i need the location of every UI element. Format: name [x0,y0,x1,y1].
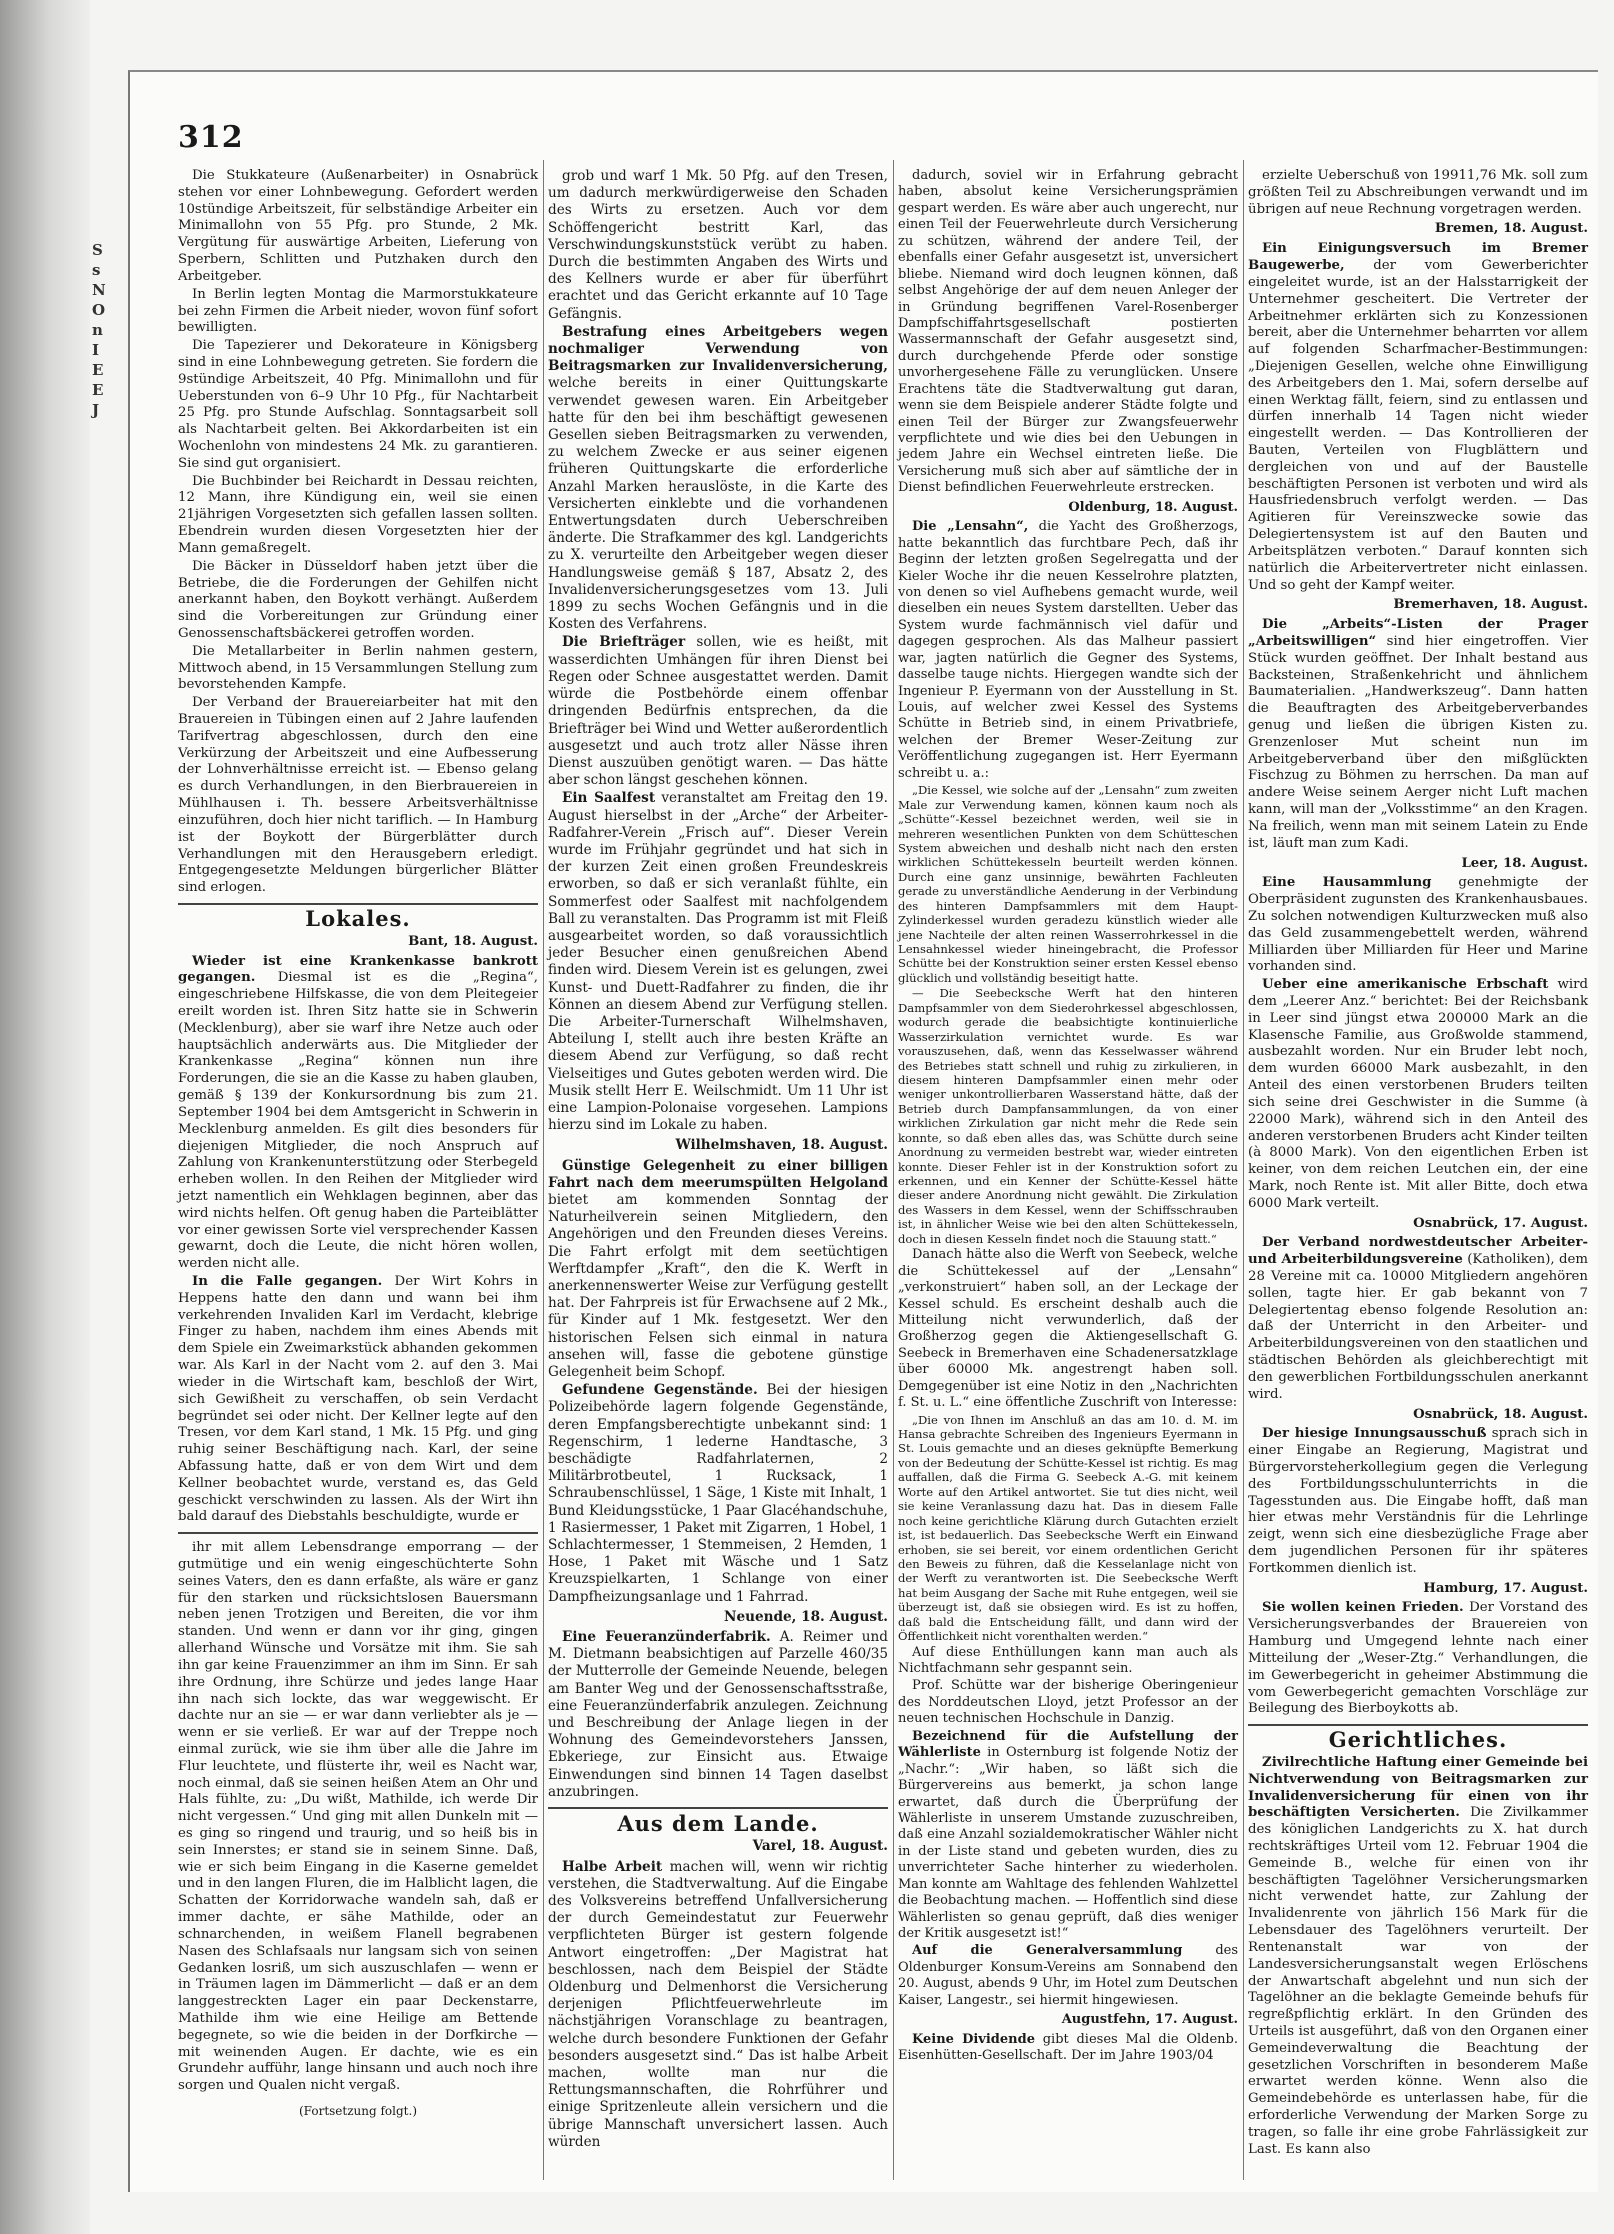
paragraph: Die Buchbinder bei Reichardt in Dessau reichten, 12 Mann, ihre Kündigung ein, weil sie einen 21jährigen Vorgesetzten sich gefallen lassen sollten. Ebendrein wurden diesen Vorgesetzten hier der Mann gemaßregelt. [178,473,538,556]
dateline: Augustfehn, 17. August. [1061,2012,1238,2028]
article-headline: Ein Saalfest [562,790,656,807]
article-text: Diesmal ist es die „Regina“, eingeschriebene Hilfskasse, die von dem Pleitegeier ereilt worden ist. Ihren Sitz hatte sie in Schwerin (Mecklenburg), aber sie warf ihre Netze auch oder hauptsächlich anderwärts aus. Die Mitglieder der Krankenkasse „Regina“ können nun ihre Forderungen, die sie an die Kasse zu haben glauben, gemäß § 139 der Konkursordnung bis zum 21. September 1904 bei dem Amtsgericht in Schwerin in Mecklenburg anmelden. Es gilt dies besonders für diejenigen Mitglieder, die noch Anspruch auf Zahlung von Krankenunterstützung oder Sterbegeld erheben wollen. In den Reihen der Mitglieder wird jetzt namentlich ein Wehklagen beginnen, aber das wird nichts helfen. Oft genug haben die Parteiblätter vor einer gewissen Sorte viel versprechender Kassen gewarnt, doch die Leute, die nicht hören wollen, werden nicht alle. [178,970,538,1272]
paragraph: Die Metallarbeiter in Berlin nahmen gestern, Mittwoch abend, in 15 Versammlungen Stellung zum bevorstehenden Kampfe. [178,643,538,693]
article-headline: Eine Feueranzünderfabrik. [562,1629,771,1646]
article-headline: Zivilrechtliche Haftung einer Gemeinde bei Nichtverwendung von Beitragsmarken zur Invalidenversicherung für einen von ihr beschäftigten Versicherten. [1248,1754,1588,1821]
margin-fragments: S s N O n I E E J [92,241,106,419]
quoted-text: „Die von Ihnen im Anschluß an das am 10. d. M. im Hansa gebrachte Schreiben des Ingenieurs Eyermann in St. Louis gemachte und an dieses geknüpfte Bemerkung von der Bedeutung der Schütte-Kessel ist richtig. Es mag auffallen, daß die Firma G. Seebeck A.-G. mit keinem Worte auf den Artikel antwortet. Sie tut dies nicht, weil sie keine Veranlassung dazu hat. Das in diesem Falle noch keine gerichtliche Klärung durch Gutachten erzielt ist, ist bedauerlich. Das Seebecksche Werft ein Einwand erhoben, sie sei bereit, vor einem ordentlichen Gericht den Beweis zu führen, daß die Kesselanlage nicht von der Werft zu verantworten ist. Die Seebecksche Werft hat beim Ausgang der Sache mit Ruhe entgegen, weil sie überzeugt ist, daß sie obsiegen wird. Es ist zu hoffen, daß bald die Entscheidung fällt, und dann wird der Öffentlichkeit nicht vorenthalten werden.“ [898,1412,1238,1644]
article-headline: Der hiesige Innungsausschuß [1262,1426,1487,1442]
book-binding-edge [0,0,90,2234]
article-text: veranstaltet am Freitag den 19. August hierselbst in der „Arche“ der Arbeiter-Radfahrer-Verein „Frisch auf“. Dieser Verein wurde im Frühjahr gegründet und hat sich in der kurzen Zeit einen großen Freundeskreis erworben, so daß er sich veranlaßt fühlte, ein Sommerfest oder Saalfest mit nachfolgendem Ball zu veranstalten. Das Programm ist mit Fleiß ausgearbeitet worden, so daß voraussichtlich jeder Besucher einen genußreichen Abend finden wird. Diesem Verein ist es gelungen, zwei Kunst- und Duett-Radfahrer zu finden, die ihr Können an diesem Abend zur Verfügung stellen. Die Arbeiter-Turnerschaft Wilhelmshaven, Abteilung I, stellt auch ihre besten Kräfte an diesem Abend zur Verfügung, so daß recht Vielseitiges und Gutes geboten werden wird. Die Musik stellt Herr E. Weilschmidt. Um 11 Uhr ist eine Lampion-Polonaise vorgesehen. Lampions hierzu sind im Lokale zu haben. [548,790,889,1134]
article-headline: Gefundene Gegenstände. [562,1382,758,1399]
article-text: erzielte Ueberschuß von 19911,76 Mk. soll zum größten Teil zu Abschreibungen verwandt und im übrigen auf neue Rechnung vorgetragen werden. [1248,168,1588,217]
article-text: wird dem „Leerer Anz.“ berichtet: Bei der Reichsbank in Leer sind jüngst etwa 200000 Mark an die Klasensche Familie, aus Großwolde stammend, ausbezahlt worden. Nur ein Bruder lebt noch, dem wurden 66000 Mark ausbezahlt, in den Anteil des einen verstorbenen Bruders teilten sich seine drei Geschwister in die Summe (à 22000 Mark), während sich in den Anteil des anderen verstorbenen Bruders acht Kinder teilten (à 8000 Mark). Von den eigentlichen Erben ist keiner, von dem reichen Leutchen ein, der eine Mark, noch Rente ist. Mit aller Bitte, doch etwa 6000 Mark verteilt. [1248,977,1588,1211]
section-heading: Gerichtliches. [1328,1727,1508,1753]
dateline: Osnabrück, 18. August. [1413,1406,1588,1422]
article-headline: Die „Lensahn“, [912,519,1029,535]
dateline: Leer, 18. August. [1461,855,1588,871]
article-text: Danach hätte also die Werft von Seebeck, welche die Schüttekessel auf der „Lensahn“ „verkonstruiert“ haben soll, an der Leckage der Kessel schuld. Es erscheint deshalb auch die Mitteilung nicht verwunderlich, daß der Großherzog gegen die Aktiengesellschaft G. Seebeck in Bremerhaven eine Schadenersatzklage über 60000 Mk. angestrengt haben soll. Demgegenüber ist eine Notiz in den „Nachrichten f. St. u. L.“ eine öffentliche Zuschrift von Interesse: [898,1247,1238,1411]
dateline: Neuende, 18. August. [724,1608,888,1625]
paragraph: In Berlin legten Montag die Marmorstukkateure bei zehn Firmen die Arbeit nieder, wovon fünf sofort bewilligten. [178,286,538,336]
article-text: der vom Gewerberichter eingeleitet wurde, ist an der Halsstarrigkeit der Unternehmer gescheitert. Die Vertreter der Arbeitnehmer erklärten sich zu Konzessionen bereit, aber die Unternehmer beharrten vor allem auf folgenden Scharfmacher-Bestimmungen: „Diejenigen Gesellen, welche ohne Einwilligung des Arbeitgebers den 1. Mai, sofern derselbe auf einen Werktag fällt, feiern, sind zu entlassen und dürfen innerhalb 14 Tagen nicht wieder eingestellt werden. — Das Kontrollieren der Bauten, Verteilen von Flugblättern und dergleichen von und auf der Baustelle beschäftigten Personen ist verboten und wird als Hausfriedensbruch verfolgt werden. — Das Agitieren für Vereinszwecke sowie das Delegiertensystem ist auf den Bauten und Arbeitsplätzen verboten.“ Darauf konnten sich natürlich die Arbeitervertreter nicht einlassen. Und so geht der Kampf weiter. [1248,258,1589,593]
article-headline: Keine Dividende [912,2031,1035,2047]
dateline: Varel, 18. August. [752,1838,888,1855]
article-text: Auf diese Enthüllungen kann man auch als Nichtfachmann sehr gespannt sein. [898,1644,1238,1676]
column-4 [1248,168,1588,2159]
article-headline: Die Briefträger [562,634,686,651]
dateline: Wilhelmshaven, 18. August. [675,1137,888,1154]
article-text: machen will, wenn wir richtig verstehen, die Stadtverwaltung. Auf die Eingabe des Volksvereins betreffend Unfallversicherung der durch Gemeindestatut zur Feuerwehr verpflichteten Bürger ist gestern folgende Antwort eingetroffen: „Der Magistrat hat beschlossen, nach dem Beispiel der Städte Oldenburg und Delmenhorst die Versicherung derjenigen Pflichtfeuerwehrleute im nächstjährigen Voranschlage zu beantragen, welche durch besondere Funktionen der Gefahr besonders ausgesetzt sind.“ Das ist halbe Arbeit machen, wollte man nur die Rettungsmannschaften, die Rohrführer und einige Spritzenleute allein versichern und die übrige Mannschaft unversichert lassen. Auch würden [548,1858,889,2150]
section-rule [548,1807,888,1809]
dateline: Hamburg, 17. August. [1423,1580,1588,1596]
page-number: 312 [178,120,244,155]
article-headline: Ein Einigungsversuch im Bremer Baugewerbe, [1248,241,1588,274]
dateline: Bant, 18. August. [408,933,538,949]
column-3 [898,168,1238,2066]
feuilleton-rule [178,1532,538,1534]
article-text: A. Reimer und M. Dietmann beabsichtigen auf Parzelle 460/35 der Mutterrolle der Gemeinde Neuende, belegen am Banter Weg und der Genossenschaftsstraße, eine Feueranzünderfabrik anzulegen. Zeichnung und Beschreibung der Anlage liegen in der Wohnung des Gemeindevorstehers Janssen, Ebkeriege, zur Einsicht aus. Etwaige Einwendungen sind binnen 14 Tagen daselbst anzubringen. [548,1629,888,1800]
dateline: Oldenburg, 18. August. [1068,499,1238,515]
article-headline: Der Verband nordwestdeutscher Arbeiter- und Arbeiterbildungsvereine [1248,1235,1588,1268]
article-text: welche bereits in einer Quittungskarte verwendet gewesen waren. Ein Arbeitgeber hatte für den bei ihm beschäftigt gewesenen Gesellen sieben Beitragsmarken zu verwenden, zu welchem Zwecke er aus seiner eigenen früheren Quittungskarte die erforderliche Anzahl Marken herauslöste, in die Karte des Versicherten einklebte und die vorhandenen Entwertungsdaten durch Ueberschreiben änderte. Die Strafkammer des kgl. Landgerichts zu X. verurteilte den Arbeitgeber wegen dieser Handlungsweise gemäß § 187, Absatz 2, des Invalidenversicherungsgesetzes vom 13. Juli 1899 zu sechs Wochen Gefängnis und in die Kosten des Verfahrens. [548,375,888,633]
article-text: Prof. Schütte war der bisherige Oberingenieur des Norddeutschen Lloyd, jetzt Professor an der neuen technischen Hochschule in Danzig. [898,1678,1238,1727]
article-headline: Die „Arbeits“-Listen der Prager „Arbeitswilligen“ [1248,617,1588,649]
article-text: Die Zivilkammer des königlichen Landgerichts zu X. hat durch rechtskräftiges Urteil vom 12. Februar 1904 die Gemeinde B., welche für einen von ihr beschäftigten Tagelöhner Versicherungsmarken nicht verwendet hatte, zur Zahlung der Invalidenrente von jährlich 156 Mark für die Lebensdauer des Tagelöhners verurteilt. Der Rentenanstalt war von der Landesversicherungsanstalt wegen Erlöschens der Anwartschaft abgelehnt und nun sich der Tagelöhner an die beklagte Gemeinde behufs für regreßpflichtig erklärt. In den Gründen des Urteils ist ausgeführt, daß von den Organen einer Gemeindeverwaltung die Beachtung der gesetzlichen Vorschriften in besonderem Maße erwartet werden könne. Wenn also die Gemeindebehörde es unterlassen habe, für die erforderliche Verwendung der Marken Sorge zu tragen, so falle ihr eine grobe Fahrlässigkeit zur Last. Es kann also [1248,1805,1589,2157]
article-text: die Yacht des Großherzogs, hatte bekanntlich das furchtbare Pech, daß ihr Beginn der letzten großen Segelregatta und der Kieler Woche ihr die neuen Kesselrohre platzten, von denen so viel Aufhebens gemacht wurde, weil dieselben ein neues System darstellten. Ueber das System wurde fachmännisch viel dafür und dagegen gesprochen. Als das Malheur passiert war, jagten natürlich die Gegner des Systems, dasselbe tauge nichts. Hiergegen wandte sich der Ingenieur P. Eyermann von der Ausstellung in St. Louis, auf welcher zwei Kessel des Systems Schütte in Betrieb sind, in einem Privatbriefe, welchen der Bremer Weser-Zeitung zur Veröffentlichung zugegangen ist. Herr Eyermann schreibt u. a.: [898,519,1238,781]
quoted-text: „Die Kessel, wie solche auf der „Lensahn“ zum zweiten Male zur Verwendung kamen, können kaum noch als „Schütte“-Kessel bezeichnet werden, weil sie in mehreren wesentlichen Punkten von dem Schütteschen System abweichen und deshalb nicht nach den ersten wirklichen Schüttekesseln beurteilt werden können. Durch eine ganz unsinnige, bewährten Fachleuten gerade zu unverständliche Aenderung in der Verbindung des hinteren Dampfsammlers mit dem Haupt-Zylinderkessel wurden geradezu künstlich wieder alle jene Nachteile der alten reinen Wasserrohrkessel in die Lensahnkessel wieder hineingebracht, die Professor Schütte bei der Konstruktion seiner ersten Kessel ebenso glücklich und vollständig beseitigt hatte. [898,783,1238,985]
section-rule [178,903,538,905]
paragraph: Die Stukkateure (Außenarbeiter) in Osnabrück stehen vor einer Lohnbewegung. Gefordert werden 10stündige Arbeitszeit, für selbständige Arbeiter ein Minimallohn von 55 Pfg. pro Stunde, 2 Mk. Vergütung für auswärtige Arbeiten, Lieferung von Sperbern, Schlitten und Putzhaken durch den Arbeitgeber. [178,168,538,284]
feuilleton-text: ihr mit allem Lebensdrange emporrang — der gutmütige und ein wenig eingeschüchterte Sohn seines Vaters, den es dann erfaßte, als wäre er ganz für den starken und rücksichtslosen Bauersmann neben jenen Trotzigen und Bereiten, die vor ihm standen. Und wenn er dann vor ihr ging, gingen allerhand Wünsche und Vorsätze mit ihm. Sie sah ihn gar keine Frauenzimmer an ihm im Sinn. Er sah ihre Ordnung, ihre Schürze und jedes lange Haar ihn nach sich lockte, das war weggewischt. Er dachte nur an sie — er war dann verliebter als je — wenn er sie verließ. Er war auf der Treppe noch einmal zurück, wie sie ihm über alle die Jahre im Flur leuchtete, und flüsterte ihr, weil es Nacht war, noch einmal, daß sie seinen heißen Atem an Ohr und Hals fühlte, zu: „Du wißt, Mathilde, ich werde Dir nicht vergessen.“ Und ging mit allen Dunkeln mit — es ging so ringend und traurig, und so heiß bis in sein Innerstes; er stand sie in seinem Sinne. Daß, wie er sich beim Eingang in die Kaserne gemeldet und in den langen Fluren, die im Halblicht lagen, die Schatten der Korridorwache wandeln sah, daß er immer dachte, er sähe Mathilde, oder an schnarchenden, in weißem Flanell begrabenen Nasen des Schlafsaals nur langsam sich von seinen Gedanken losriß, um sich auszuschlafen — wenn er in Träumen lagen im Dämmerlicht — daß er an dem langgestreckten Lager ein paar Deckenstarre, Mathilde ihm wie eine Heilige am Bettende begegnete, so wie die beiden in der Dorfkirche — mit weinenden Augen. Er dachte, wie es ein Grundehr aufführ, lange hinsann und auch noch ihre sorgen und Qualen nicht vergaß. [178,1540,538,2094]
dateline: Bremerhaven, 18. August. [1393,597,1588,613]
quoted-text: — Die Seebecksche Werft hat den hinteren Dampfsammler von dem Siederohrkessel abgeschlossen, wodurch gerade die beabsichtigte kontinuierliche Wasserzirkulation vernichtet wurde. Es war vorauszusehen, daß, wenn das Kesselwasser während des Betriebes statt schnell und ruhig zu zirkulieren, in diesem hinteren Dampfsammler einen mehr oder weniger unkontrollierbaren Wasserstand hätte, daß der Betrieb durch Dampfansammlungen, da von einer wirklichen Zirkulation gar nicht mehr die Rede sein konnte, so daß eben alles das, was Schütte durch seine Anordnung zu vermeiden bestrebt war, wieder eintreten konnte. Dieser Fehler ist in der Konstruktion sofort zu erkennen, und ein Kenner der Schütte-Kessel hätte dieser andere Anordnung nicht gewählt. Die Zirkulation des Wassers in dem Kessel, wenn der Schiffsschrauben ist, in ähnlicher Weise wie bei den alten Schüttekesseln, doch in diesen Kesseln findet noch die Stauung statt.“ [898,986,1238,1246]
column-1 [178,168,538,2120]
paragraph: Die Tapezierer und Dekorateure in Königsberg sind in eine Lohnbewegung getreten. Sie fordern die 9stündige Arbeitszeit, 40 Pfg. Minimallohn und für Ueberstunden von 6–9 Uhr 10 Pfg., für Nachtarbeit 25 Pfg. pro Stunde Aufschlag. Sonntagsarbeit soll als Nachtarbeit gelten. Bei Akkordarbeiten ist ein Wochenlohn von mindestens 24 Mk. zu garantieren. Sie sind gut organisiert. [178,338,538,471]
article-headline: Wieder ist eine Krankenkasse bankrott gegangen. [178,953,538,986]
section-heading: Lokales. [305,905,411,931]
article-text: sollen, wie es heißt, mit wasserdichten Umhängen für ihren Dienst bei Regen oder Schnee ausgestattet werden. Damit würde die Postbehörde einem offenbar dringenden Bedürfnis entsprechen, da die Briefträger bei Wind und Wetter außerordentlich ausgesetzt und auch trotz aller Nässe ihren Dienst auszuüben genötigt waren. — Das hätte aber schon längst geschehen können. [548,634,888,789]
article-headline: Eine Hausammlung [1262,875,1432,891]
article-headline: Ueber eine amerikanische Erbschaft [1262,977,1549,993]
article-text: in Osternburg ist folgende Notiz der „Nachr.“: „Wir haben, so läßt sich die Bürgervereins aus bemerkt, ja schon lange erwartet, daß durch die Überprüfung der Wählerliste in unserem Umstande zuzuschreiben, daß eine Anzahl sozialdemokratischer Wähler nicht in der Liste stand und gebeten wurden, dies zu unverrichteter Sache hinterher zu wiederholen. Man konnte am Wahltage des fehlenden Wahlzettel die Beobachtung machen. — Hoffentlich sind diese Wählerlisten so genau geprüft, daß dies weniger der Kritik ausgesetzt ist!“ [898,1745,1239,1941]
article-text: bietet am kommenden Sonntag der Naturheilverein seinen Mitgliedern, den Angehörigen und den Freunden dieses Vereins. Die Fahrt erfolgt mit dem seetüchtigen Werftdampfer „Kraft“, den die K. Werft in anerkennenswerter Weise zur Verfügung gestellt hat. Der Fahrpreis ist für Erwachsene auf 2 Mk., für Kinder auf 1 Mk. festgesetzt. Wer den historischen Felsen sich einmal in natura ansehen will, fasse die gebotene günstige Gelegenheit beim Schopf. [548,1191,888,1381]
column-2 [548,168,888,2152]
article-text: (Katholiken), dem 28 Vereine mit ca. 10000 Mitgliedern angehören sollen, tagte hier. Er gab bekannt von 7 Delegiertentag ebenso folgende Resolution an: daß der Unterricht in den Arbeiter- und Arbeiterbildungsvereinen von den staatlichen und städtischen Behörden als gleichberechtigt mit den gewerblichen Fortbildungsschulen anerkannt wird. [1248,1252,1588,1402]
continuation-note: (Fortsetzung folgt.) [299,2104,417,2118]
article-text: dadurch, soviel wir in Erfahrung gebracht haben, absolut keine Versicherungsprämien gespart werden. Es wäre aber auch ungerecht, nur einen Teil der Feuerwehrleute durch Versicherung zu schützen, während der andere Teil, der ebenfalls einer Gefahr ausgesetzt ist, unversichert bliebe. Niemand wird doch leugnen können, daß selbst Angehörige der auf dem neuen Anleger der in Gründung begriffenen Varel-Rosenberger Dampfschiffahrtsgesellschaft postierten Wassermannschaft der Gefahr ausgesetzt sind, durch durchgehende Pferde oder sonstige unvorhergesehene Fälle zu verunglücken. Unsere Erachtens täte die Stadtverwaltung gut daran, wenn sie dem Beispiele anderer Städte folgte und einen Teil der Bürger zur Zwangsfeuerwehr verpflichtete und wie dies bei den Uebungen in jedem Jahre ein Wechsel eintreten ließe. Die Versicherung muß sich aber auf sämtliche der in Dienst befindlichen Feuerwehrleute erstrecken. [898,168,1238,496]
paragraph: Der Verband der Brauereiarbeiter hat mit den Brauereien in Tübingen einen auf 2 Jahre laufenden Tarifvertrag abgeschlossen, durch den eine Verkürzung der Arbeitszeit und eine Aufbesserung der Lohnverhältnisse erreicht ist. — Ebenso gelang es durch Verhandlungen, in den Bierbrauereien in Mühlhausen i. Th. bessere Arbeitsverhältnisse einzuführen, doch hier nicht tariflich. — In Hamburg ist der Boykott der Bürgerblätter durch Verhandlungen mit den Herausgebern erledigt. Entgegengesetzte Meldungen bürgerlicher Blätter sind erlogen. [178,695,538,896]
column-rule [893,160,894,2180]
article-text: Bei der hiesigen Polizeibehörde lagern folgende Gegenstände, deren Empfangsberechtigte unbekannt sind: 1 Regenschirm, 1 lederne Handtasche, 3 beschädigte Radfahrlaternen, 2 Militärbrotbeutel, 1 Rucksack, 1 Schraubenschlüssel, 1 Säge, 1 Kiste mit Inhalt, 1 Bund Kleidungsstücke, 1 Paar Glacéhandschuhe, 1 Rasiermesser, 1 Paket mit Zigarren, 1 Hobel, 1 Schlachtermesser, 1 Stemmeisen, 2 Hemden, 1 Hose, 1 Paket mit Wäsche und 1 Satz Kreuzspielkarten, 1 Schlange von einer Dampfheizungsanlage und 1 Fahrrad. [548,1382,888,1605]
dateline: Osnabrück, 17. August. [1413,1215,1588,1231]
article-headline: Sie wollen keinen Frieden. [1262,1600,1464,1616]
article-text: des Oldenburger Konsum-Vereins am Sonnabend den 20. August, abends 9 Uhr, im Hotel zum Deutschen Kaiser, Langestr., sei hiermit hingewiesen. [898,1943,1238,2008]
article-headline: Günstige Gelegenheit zu einer billigen Fahrt nach dem meerumspülten Helgoland [548,1157,888,1191]
column-rule [543,160,544,2180]
article-text: Der Wirt Kohrs in Heppens hatte den dann und wann bei ihm verkehrenden Invaliden Karl im Verdacht, klebrige Finger zu haben, nachdem ihm eines Abends mit dem Spiele ein Zweimarkstück abhanden gekommen war. Als Karl in der Nacht vom 2. auf den 3. Mai wieder in die Wirtschaft kam, beschloß der Wirt, sich Gewißheit zu verschaffen, ob sein Verdacht begründet sei oder nicht. Der Kellner legte auf den Tresen, vor dem Karl stand, 1 Mk. 15 Pfg. und ging ruhig seiner Beschäftigung nach. Karl, der seine Abfassung hatte, daß er von dem Wirt und dem Kellner beobachtet wurde, verstand es, das Geld geschickt verschwinden zu lassen. Als der Wirt ihn bald darauf des Diebstahls beschuldigte, wurde er [178,1274,538,1525]
article-text: grob und warf 1 Mk. 50 Pfg. auf den Tresen, um dadurch merkwürdigerweise den Schaden des Wirts zu ersetzen. Auch vor dem Schöffengericht bestritt Karl, das Verschwindungskunststück verübt zu haben. Durch die bestimmten Angaben des Wirts und des Kellners wurde er aber für überführt erachtet und das Gericht erkannte auf 10 Tage Gefängnis. [548,168,888,322]
article-text: genehmigte der Oberpräsident zugunsten des Krankenhausbaues. Zu solchen notwendigen Kulturzwecken muß also das Geld zusammengebettelt werden, während Milliarden über Milliarden für Heer und Marine vorhanden sind. [1248,875,1588,975]
article-headline: Bezeichnend für die Aufstellung der Wählerliste [898,1728,1238,1761]
section-heading: Aus dem Lande. [617,1811,819,1837]
dateline: Bremen, 18. August. [1434,221,1588,237]
article-text: gibt dieses Mal die Oldenb. Eisenhütten-Gesellschaft. Der im Jahre 1903/04 [898,2031,1238,2064]
article-text: sprach sich in einer Eingabe an Regierung, Magistrat und Bürgervorsteherkollegium gegen die Verlegung des Fortbildungsschulunterrichts in die Tagesstunden aus. Die Eingabe hofft, daß man hier etwas mehr Verständnis für die Lehrlinge zeigt, wenn sich eine diesbezügliche Frage aber dem jugendlichen Personen für ihr späteres Fortkommen dienlich ist. [1248,1426,1588,1576]
article-headline: Halbe Arbeit [562,1858,663,1875]
article-headline: In die Falle gegangen. [192,1274,383,1289]
column-rule [1243,160,1244,2180]
article-text: sind hier eingetroffen. Vier Stück wurden geöffnet. Der Inhalt bestand aus Backsteinen, Straßenkehricht und ähnlichem Baumaterialien. „Handwerkszeug“. Dann hatten die Beauftragten des Arbeitgeberverbandes genug und ließen die übrigen Kisten zu. Grenzenloser Mut scheint nun im Arbeitgeberverband über den mißglückten Fischzug zu Böhmen zu herrschen. Da man auf andere Weise seinem Aerger nicht Luft machen kann, will man der „Volksstimme“ an den Kragen. Na freilich, wenn man mit seinem Latein zu Ende ist, läuft man zum Kadi. [1248,633,1588,851]
paragraph: Die Bäcker in Düsseldorf haben jetzt über die Betriebe, die die Forderungen der Gehilfen nicht anerkannt haben, den Boykott verhängt. Außerdem sind die Vorbereitungen zur Gründung einer Genossenschaftsbäckerei getroffen worden. [178,558,538,641]
article-headline: Auf die Generalversammlung [912,1943,1183,1959]
section-rule [1248,1724,1588,1726]
article-headline: Bestrafung eines Arbeitgebers wegen nochmaliger Verwendung von Beitragsmarken zur Invalidenversicherung, [548,323,888,375]
article-text: Der Vorstand des Versicherungsverbandes der Brauereien von Hamburg und Umgegend lehnte nach einer Mitteilung der „Weser-Ztg.“ Verhandlungen, die im Gewerbegericht in geheimer Abstimmung die vom Gewerbegericht gemachten Vorschläge zur Beilegung des Bierboykotts ab. [1248,1600,1589,1717]
